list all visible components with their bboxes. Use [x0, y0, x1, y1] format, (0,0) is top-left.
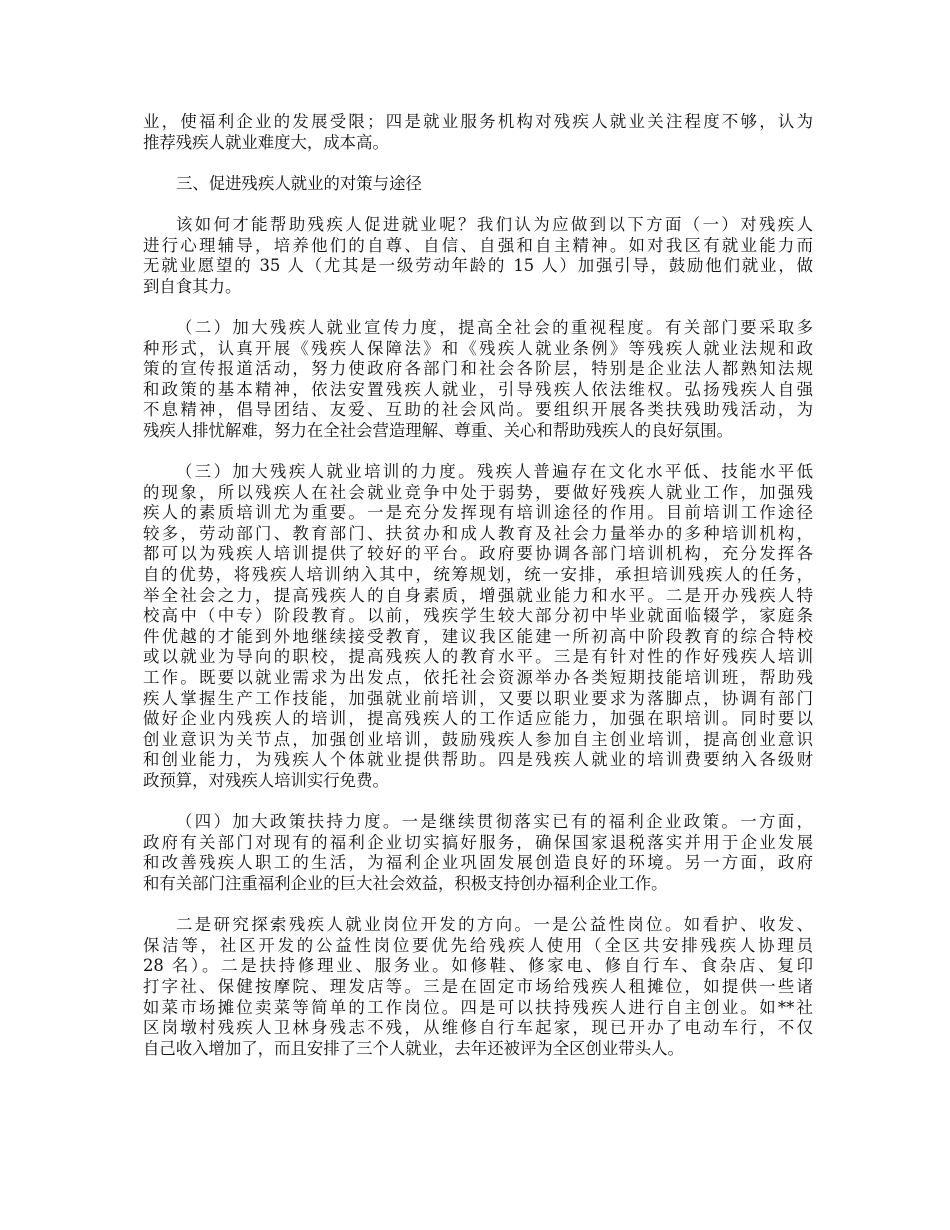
text-line: 疾人掌握生产工作技能，加强就业前培训，又要以职业要求为落脚点，协调有部门 — [143, 688, 813, 708]
text-line: 保洁等，社区开发的公益性岗位要优先给残疾人使用（全区共安排残疾人协理员 — [143, 935, 813, 955]
paragraph-p4 — [143, 318, 813, 442]
text-line: 到自食其力。 — [143, 276, 242, 296]
paragraph-p3 — [143, 215, 813, 297]
text-line: 二是研究探索残疾人就业岗位开发的方向。一是公益性岗位。如看护、收发、 — [176, 915, 813, 935]
text-line: 或以就业为导向的职校，提高残疾人的教育水平。三是有针对性的作好残疾人培训 — [143, 647, 813, 667]
text-line: 和改善残疾人职工的生活，为福利企业巩固发展创造良好的环境。另一方面，政府 — [143, 853, 813, 873]
text-line: （二）加大残疾人就业宣传力度，提高全社会的重视程度。有关部门要采取多 — [176, 317, 813, 337]
paragraph-p1 — [143, 112, 813, 153]
text-line: 都可以为残疾人培训提供了较好的平台。政府要协调各部门培训机构，充分发挥各 — [143, 544, 813, 564]
text-line: 较多，劳动部门、教育部门、扶贫办和成人教育及社会力量举办的多种培训机构， — [143, 523, 813, 543]
text-line: 自己收入增加了，而且安排了三个人就业，去年还被评为全区创业带头人。 — [143, 1038, 684, 1058]
text-line: 举全社会之力，提高残疾人的自身素质，增强就业能力和水平。二是开办残疾人特 — [143, 585, 813, 605]
text-line: 28 名）。二是扶持修理业、服务业。如修鞋、修家电、修自行车、食杂店、复印 — [143, 956, 813, 976]
text-line: 进行心理辅导，培养他们的自尊、自信、自强和自主精神。如对我区有就业能力而 — [143, 235, 813, 255]
text-line: 打字社、保健按摩院、理发店等。三是在固定市场给残疾人租摊位，如提供一些诸 — [143, 976, 813, 996]
document-body — [143, 112, 813, 1059]
text-line: 残疾人排忧解难，努力在全社会营造理解、尊重、关心和帮助残疾人的良好氛围。 — [143, 420, 734, 440]
text-line: 创业意识为关节点，加强创业培训，鼓励残疾人参加自主创业培训，提高创业意识 — [143, 729, 813, 749]
text-line: 三、促进残疾人就业的对策与途径 — [176, 173, 422, 193]
text-line: 和创业能力，为残疾人个体就业提供帮助。四是残疾人就业的培训费要纳入各级财 — [143, 750, 813, 770]
text-line: 推荐残疾人就业难度大，成本高。 — [143, 132, 389, 152]
text-line: 和有关部门注重福利企业的巨大社会效益，积极支持创办福利企业工作。 — [143, 873, 668, 893]
text-line: 不息精神，倡导团结、友爱、互助的社会风尚。要组织开展各类扶残助残活动，为 — [143, 400, 813, 420]
text-line: 业，使福利企业的发展受限；四是就业服务机构对残疾人就业关注程度不够，认为 — [143, 112, 813, 131]
paragraph-p6 — [143, 812, 813, 894]
text-line: （三）加大残疾人就业培训的力度。残疾人普遍存在文化水平低、技能水平低 — [176, 462, 813, 482]
text-line: 政府有关部门对现有的福利企业切实搞好服务，确保国家退税落实并用于企业发展 — [143, 832, 813, 852]
text-line: 如菜市场摊位卖菜等简单的工作岗位。四是可以扶持残疾人进行自主创业。如**社 — [143, 997, 813, 1017]
text-line: 种形式，认真开展《残疾人保障法》和《残疾人就业条例》等残疾人就业法规和政 — [143, 338, 813, 358]
text-line: 疾人的素质培训尤为重要。一是充分发挥现有培训途径的作用。目前培训工作途径 — [143, 503, 813, 523]
text-line: （四）加大政策扶持力度。一是继续贯彻落实已有的福利企业政策。一方面， — [176, 812, 813, 832]
paragraph-p7 — [143, 915, 813, 1059]
text-line: 和政策的基本精神，依法安置残疾人就业，引导残疾人依法维权。弘扬残疾人自强 — [143, 379, 813, 399]
text-line: 校高中（中专）阶段教育。以前，残疾学生较大部分初中毕业就面临辍学，家庭条 — [143, 606, 813, 626]
text-line: 自的优势，将残疾人培训纳入其中，统筹规划，统一安排，承担培训残疾人的任务， — [143, 565, 813, 585]
text-line: 的现象，所以残疾人在社会就业竞争中处于弱势，要做好残疾人就业工作，加强残 — [143, 482, 813, 502]
text-line: 工作。既要以就业需求为出发点，依托社会资源举办各类短期技能培训班，帮助残 — [143, 668, 813, 688]
text-line: 做好企业内残疾人的培训，提高残疾人的工作适应能力，加强在职培训。同时要以 — [143, 709, 813, 729]
text-line: 区岗墩村残疾人卫林身残志不残，从维修自行车起家，现已开办了电动车行，不仅 — [143, 1018, 813, 1038]
text-line: 政预算，对残疾人培训实行免费。 — [143, 771, 389, 790]
text-line: 无就业愿望的 35 人（尤其是一级劳动年龄的 15 人）加强引导，鼓励他们就业，做 — [143, 256, 813, 276]
paragraph-p5 — [143, 462, 813, 792]
text-line: 件优越的才能到外地继续接受教育，建议我区能建一所初高中阶段教育的综合特校 — [143, 626, 813, 646]
text-line: 策的宣传报道活动，努力使政府各部门和社会各阶层，特别是企业法人都熟知法规 — [143, 359, 813, 379]
paragraph-p2 — [143, 174, 813, 195]
text-line: 该如何才能帮助残疾人促进就业呢？我们认为应做到以下方面（一）对残疾人 — [176, 214, 813, 234]
